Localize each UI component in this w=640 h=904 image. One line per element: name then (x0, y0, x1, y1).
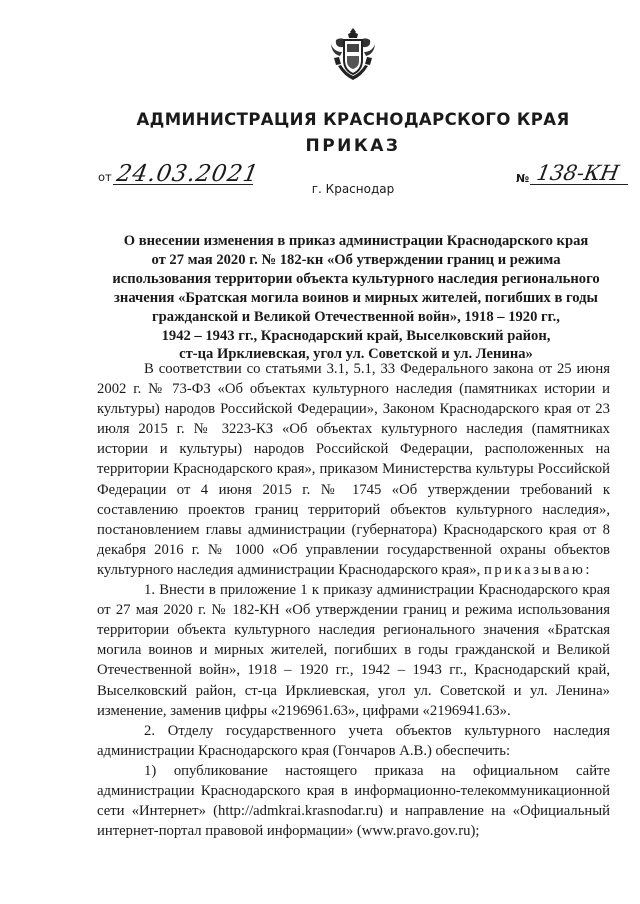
title-line: использования территории объекта культурного наследия регионального (112, 270, 600, 287)
document-body (97, 359, 610, 841)
handwritten-number: 138-КН (534, 161, 621, 185)
document-title (97, 232, 615, 364)
document-type: ПРИКАЗ (305, 136, 401, 156)
handwritten-date: 24.03.2021 (114, 161, 261, 187)
item-2-1-paragraph: 1) опубликование настоящего приказа на официальном сайте администрации Краснодарского края в информационно-телекоммуникационной сети «Интернет» (http://admkrai.krasnodar.ru) и направление на «Официальный интернет-портал правовой информации» (www.pravo.gov.ru); (97, 762, 610, 840)
preamble-text: В соответствии со статьями 3.1, 5.1, 33 Федерального закона от 25 июня 2002 г. № 73-ФЗ «Об объектах культурного наследия (памятниках истории и культуры) народов Российской Федерации», Законом Краснодарского края от 23 июля 2015 г. № 3223-КЗ «Об объектах культурного наследия (памятниках истории и культуры) народов Российской Федерации, расположенных на территории Краснодарского края», приказом Министерства культуры Российской Федерации от 4 июня 2015 г. № 1745 «Об утверждении требований к составлению проектов границ территорий объектов культурного наследия», постановлением главы администрации (губернатора) Краснодарского края от 8 декабря 2016 г. № 1000 «Об управлении государственной охраны объектов культурного наследия администрации Краснодарского края», (97, 361, 610, 578)
number-prefix: № (516, 172, 530, 185)
coat-of-arms-icon (328, 26, 378, 82)
title-line: от 27 мая 2020 г. № 182-кн «Об утверждении границ и режима (151, 251, 561, 268)
preamble-paragraph (97, 359, 610, 580)
item-2-paragraph: 2. Отделу государственного учета объектов культурного наследия администрации Краснодарского края (Гончаров А.В.) обеспечить: (97, 722, 610, 759)
item-1-paragraph: 1. Внести в приложение 1 к приказу администрации Краснодарского края от 27 мая 2020 г. № 182-КН «Об утверждении границ и режима использования территории объекта культурного наследия регионального значения «Братская могила воинов и мирных жителей, погибших в годы гражданской и Великой Отечественной войн», 1918 – 1920 гг., 1942 – 1943 гг., Краснодарский край, Выселковский район, ст-ца Ирклиевская, угол ул. Советской и ул. Ленина» изменение, заменив цифры «2196961.63», цифрами «2196941.63». (97, 582, 610, 719)
date-prefix: от (98, 170, 112, 184)
title-line: гражданской и Великой Отечественной войн», 1918 – 1920 гг., (152, 308, 560, 325)
title-line: 1942 – 1943 гг., Краснодарский край, Выселковский район, (161, 327, 551, 344)
title-line: значения «Братская могила воинов и мирных жителей, погибших в годы (114, 289, 598, 306)
order-word: приказываю: (483, 561, 592, 578)
organization-name: АДМИНИСТРАЦИЯ КРАСНОДАРСКОГО КРАЯ (136, 110, 570, 129)
title-line: ст-ца Ирклиевская, угол ул. Советской и ул. Ленина» (179, 346, 533, 363)
issue-city: г. Краснодар (311, 182, 395, 196)
title-line: О внесении изменения в приказ администрации Краснодарского края (123, 233, 589, 249)
